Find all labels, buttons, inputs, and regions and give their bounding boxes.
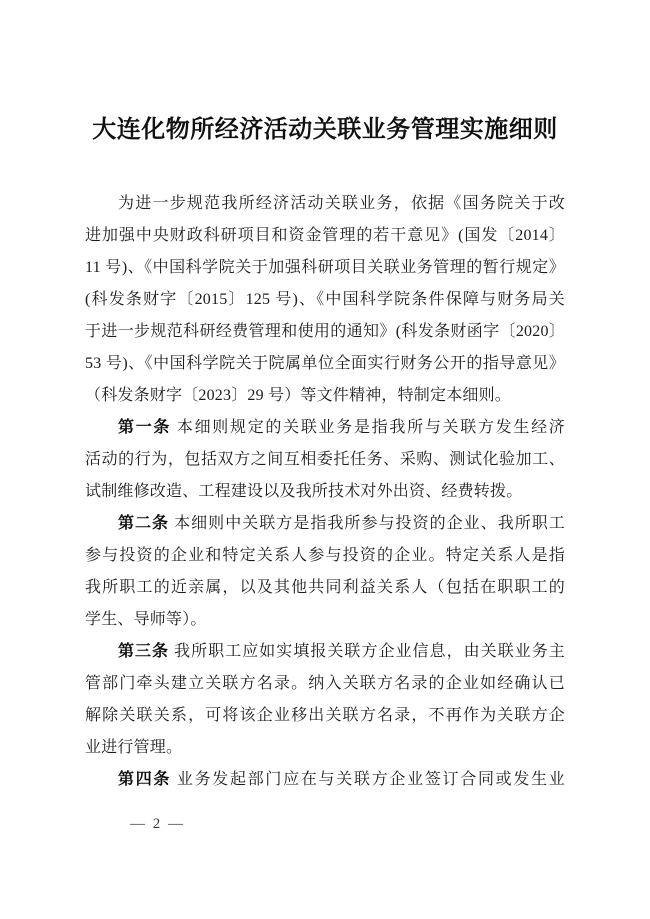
article-number: 第三条 bbox=[118, 643, 170, 660]
text-line: 我所职工的近亲属，以及其他共同利益关系人（包括在职职工的 bbox=[85, 579, 565, 596]
text-line: (科发条财字〔2015〕125 号)、《中国科学院条件保障与财务局关 bbox=[85, 291, 565, 308]
text-line: 业进行管理。 bbox=[85, 739, 183, 756]
text-line: （科发条财字〔2023〕29 号）等文件精神，特制定本细则。 bbox=[85, 387, 512, 404]
article-number: 第二条 bbox=[118, 515, 170, 532]
text-line: 第三条 我所职工应如实填报关联方企业信息，由关联业务主 bbox=[118, 643, 565, 660]
paragraph bbox=[85, 188, 565, 412]
paragraph bbox=[85, 764, 565, 796]
paragraph bbox=[85, 636, 565, 764]
page-number: — 2 — bbox=[130, 816, 185, 832]
text-line: 第二条 本细则中关联方是指我所参与投资的企业、我所职工 bbox=[118, 515, 565, 532]
text-line: 活动的行为，包括双方之间互相委托任务、采购、测试化验加工、 bbox=[85, 451, 565, 468]
text-line: 第一条 本细则规定的关联业务是指我所与关联方发生经济 bbox=[118, 419, 565, 436]
document-title: 大连化物所经济活动关联业务管理实施细则 bbox=[92, 117, 558, 143]
text-line: 试制维修改造、工程建设以及我所技术对外出资、经费转拨。 bbox=[85, 483, 523, 500]
text-line: 第四条 业务发起部门应在与关联方企业签订合同或发生业 bbox=[118, 771, 565, 788]
article-number: 第一条 bbox=[118, 419, 172, 436]
paragraph bbox=[85, 508, 565, 636]
text-line: 解除关联关系，可将该企业移出关联方名录，不再作为关联方企 bbox=[85, 707, 565, 724]
text-line: 11 号)、《中国科学院关于加强科研项目关联业务管理的暂行规定》 bbox=[85, 259, 565, 276]
text-line: 学生、导师等）。 bbox=[85, 611, 207, 628]
text-line: 于进一步规范科研经费管理和使用的通知》(科发条财函字〔2020〕 bbox=[85, 323, 565, 340]
paragraph bbox=[85, 412, 565, 508]
article-number: 第四条 bbox=[118, 771, 172, 788]
text-line: 为进一步规范我所经济活动关联业务，依据《国务院关于改 bbox=[118, 195, 565, 212]
text-line: 53 号)、《中国科学院关于院属单位全面实行财务公开的指导意见》 bbox=[85, 355, 565, 372]
text-line: 管部门牵头建立关联方名录。纳入关联方名录的企业如经确认已 bbox=[85, 675, 565, 692]
document-body bbox=[85, 188, 565, 796]
text-line: 参与投资的企业和特定关系人参与投资的企业。特定关系人是指 bbox=[85, 547, 565, 564]
text-line: 进加强中央财政科研项目和资金管理的若干意见》(国发〔2014〕 bbox=[85, 227, 565, 244]
